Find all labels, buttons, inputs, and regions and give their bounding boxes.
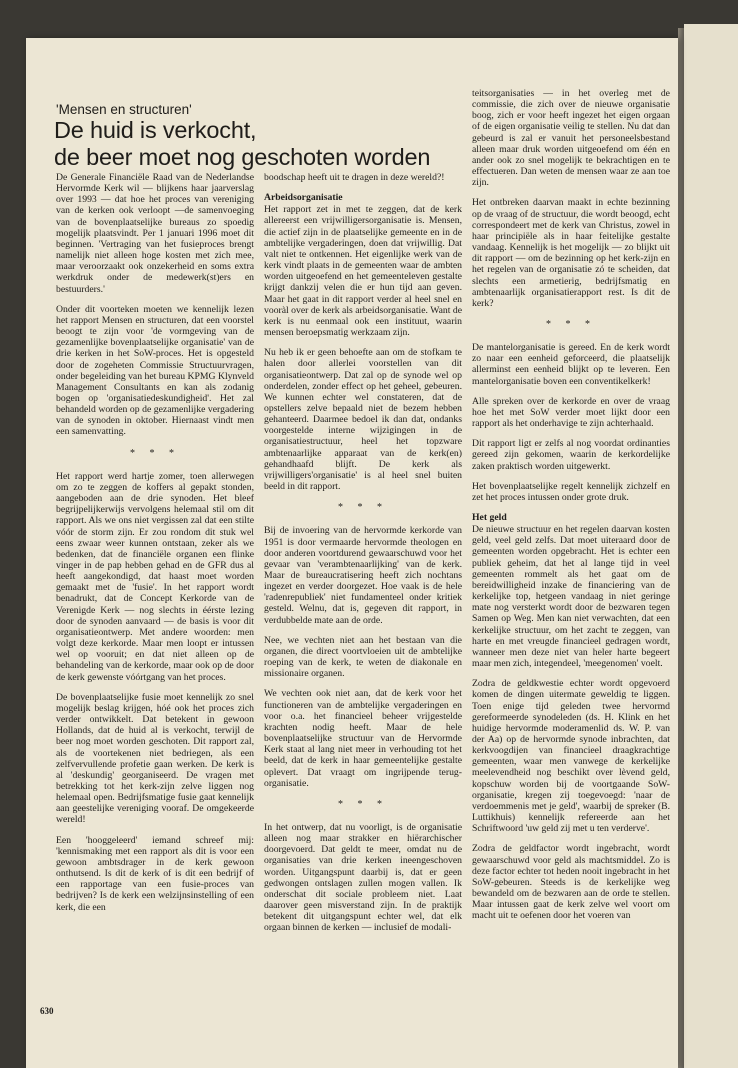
paragraph: De Generale Financiële Raad van de Nederlandse Hervormde Kerk wil — blijkens haar jaarverslag over 1993 — dat hoe het proces van vereniging van de kerken ook verloopt —de samenvoeging van de bovenplaatselijke bureaus zo spoedig mogelijk plaatsvindt. Per 1 januari 1996 moet dit beginnen. 'Vertraging van het fusieproces brengt namelijk niet alleen hoge kosten met zich mee, maar veroorzaakt ook onzekerheid en soms extra werkdruk onder de medewerk(st)ers en bestuurders.' xyxy=(56,172,254,295)
paragraph: Zodra de geldfactor wordt ingebracht, wordt gewaarschuwd voor geld als machtsmiddel. Zo is deze factor echter tot heden nooit ingebracht in het SoW-gebeuren. Steeds is de kerkelijke weg bewandeld om de bezwaren aan de orde te stellen. Maar intussen gaat de kerk zelve wel voort om macht uit te oefenen door het voeren van xyxy=(472,843,670,922)
column-2 xyxy=(264,172,462,996)
paragraph: De nieuwe structuur en het regelen daarvan kosten geld, veel geld zelfs. Dat moet uiteraard door de gemeenten worden opgebracht. Het is echter een publiek geheim, dat het al lange tijd in veel gemeenten rommelt als het gaat om de bereidwilligheid inzake de financiering van de kerkelijke top, hetgeen vandaag in niet geringe mate nog versterkt wordt door de bezwaren tegen Samen op Weg. Men kan niet verwachten, dat een kerkelijke structuur, om het zacht te zeggen, van harte en met vreugde financieel gedragen wordt, wanneer men deze niet van heler harte begeert maar men zich, integendeel, 'meegenomen' voelt. xyxy=(472,524,670,670)
paragraph: Onder dit voorteken moeten we kennelijk lezen het rapport Mensen en structuren, dat een voorstel beoogt te zijn voor 'de vormgeving van de gezamenlijke bovenplaatselijke organisatie' van de drie kerken in het SoW-proces. Het is opgesteld door de zogeheten Commissie Structuurvragen, onder begeleiding van het bureau KPMG Klynveld Management Consultants en kan als zodanig bogen op 'organisatiedeskundigheid'. Het zal behandeld worden op de gezamenlijke vergadering van de synoden in oktober. Hiernaast vindt men een samenvatting. xyxy=(56,303,254,438)
paragraph: teitsorganisaties — in het overleg met de commissie, die zich over de nieuwe organisatie boog, zich er voor heeft ingezet het eigen orgaan of de eigen organisatie veilig te stellen. Nu dat dan gebeurd is zal er vanuit het personeelsbestand alleen maar druk worden uitgeoefend om één en ander ook zo snel mogelijk te bekrachtigen en te effectueren. Dan weten de mensen waar ze aan toe zijn. xyxy=(472,88,670,189)
column-3 xyxy=(472,88,670,996)
section-separator: * * * xyxy=(130,447,180,459)
paragraph: Het rapport zet in met te zeggen, dat de kerk allereerst een vrijwilligersorganisatie is. Mensen, die actief zijn in de plaatselijke gemeente en in de ambtelijke vergaderingen, doen dat vrijwillig. Dat valt niet te ontkennen. Het eigenlijke werk van de kerk vindt plaats in de gemeenten waar de ambten worden uitgeoefend en het gemeenteleven gestalte krijgt dankzij velen die er hun tijd aan geven. Maar het gaat in dit rapport verder al heel snel en vooràl over de kerk als arbeidsorganisatie. Want de kerk is nu eenmaal ook een instituut, waarin mensen beroepsmatig werkzaam zijn. xyxy=(264,204,462,339)
paragraph: Het bovenplaatselijke regelt kennelijk zichzelf en zet het proces intussen onder grote druk. xyxy=(472,480,670,503)
article-headline xyxy=(54,117,474,171)
section-separator: * * * xyxy=(338,798,388,810)
paragraph: Bij de invoering van de hervormde kerkorde van 1951 is door vermaarde hervormde theologen en door anderen voortdurend gewaarschuwd voor het gevaar van 'verambtenaarlijking' van de kerk. Maar de bureaucratisering heeft zich nochtans ingezet en verder doorgezet. Hoe vaak is de hele 'radenrepubliek' niet fundamenteel onder kritiek gesteld. Welnu, dat is, gegeven dit rapport, in verdubbelde mate aan de orde. xyxy=(264,525,462,626)
section-separator: * * * xyxy=(338,502,388,514)
paragraph: De bovenplaatselijke fusie moet kennelijk zo snel mogelijk beslag krijgen, hóé ook het proces zich verder ontwikkelt. Dat betekent in gewoon Hollands, dat de huid al is verkocht, terwijl de beer nog moet worden geschoten. Dit rapport zal, als de voortekenen niet bedriegen, als een zelfvervullende profetie gaan werken. De kerk is al 'deskundig' georganiseerd. De vragen met betrekking tot het kerk-zijn zelve liggen nog helemaal open. Bedrijfsmatige fusie gaat kennelijk aan geestelijke vereniging vooraf. De omgekeerde wereld! xyxy=(56,691,254,826)
paragraph: Dit rapport ligt er zelfs al nog voordat ordinanties gereed zijn gekomen, waarin de kerkordelijke zaken praktisch worden uitgewerkt. xyxy=(472,438,670,472)
headline-line-1: De huid is verkocht, xyxy=(54,117,257,143)
page-number: 630 xyxy=(40,1006,54,1016)
paragraph: boodschap heeft uit te dragen in deze wereld?! xyxy=(264,172,445,183)
paragraph: We vechten ook niet aan, dat de kerk voor het functioneren van de ambtelijke vergaderingen en voor o.a. het financieel beheer vrijgestelde krachten nodig heeft. Maar de hele bovenplaatselijke structuur van de Hervormde Kerk staat al lang niet meer in verhouding tot het beeld, dat de kerk in haar gemeentelijke gestalte oplevert. Dat vraagt om ingrijpende terug-organisatie. xyxy=(264,688,462,789)
paragraph: In het ontwerp, dat nu voorligt, is de organisatie alleen nog maar strakker en hiërarchischer doorgevoerd. Dat geldt te meer, omdat nu de organisaties van drie kerken ineengeschoven worden. Uitgangspunt daarbij is, dat er geen gedwongen ontslagen zullen mogen vallen. Ik onderschat dit sociale probleem niet. Laat daarover geen misverstand zijn. In de praktijk betekent dit uitgangspunt echter wel, dat elk orgaan binnen de kerken — inclusief de modali- xyxy=(264,821,462,934)
section-separator: * * * xyxy=(546,318,596,330)
paragraph: Nu heb ik er geen behoefte aan om de stofkam te halen door allerlei voorstellen van dit organisatieontwerp. Dat zal op de synode wel op onderdelen, zonder effect op het geheel, gebeuren. We kunnen echter wel constateren, dat de opstellers zelve bepaald niet de bezem hebben gehanteerd. Daarmee bedoel ik dan dat, ondanks voorgestelde interne wijzigingen in de organisatiestructuur, heel het topzware ambtenaarlijke apparaat van de kerk(en) gehandhaafd blijft. De kerk als vrijwilligers'organisatie' is al heel snel buiten beeld in dit rapport. xyxy=(264,347,462,493)
adjacent-page xyxy=(684,24,738,1068)
column-1 xyxy=(56,172,254,996)
paragraph: Zodra de geldkwestie echter wordt opgevoerd komen de dingen uitermate geweldig te liggen. Toen enige tijd geleden twee hervormd gereformeerde synodeleden (ds. H. Klink en het huidige hervormde moderamenlid ds. W. P. van der Aa) op de hervormde synode inbrachten, dat kerkvoogdijen van financieel draagkrachtige gemeenten, waar men vanwege de kerkelijke meelevendheid nog beschikt over lèvend geld, kopschuw worden bij de voortgaande SoW-organisatie, kregen zij toegevoegd: 'naar de verdoemmenis met je geld', waarbij de spreker (B. Luttikhuis) kennelijk refereerde aan het Schriftwoord 'uw geld zij met u ten verderve'. xyxy=(472,678,670,835)
paragraph: De mantelorganisatie is gereed. En de kerk wordt zo naar een eenheid geforceerd, die plaatselijk allerminst een eenheid blijkt op te leveren. Een mantelorganisatie boven een conventikelkerk! xyxy=(472,342,670,387)
subheading-arbeidsorganisatie: Arbeidsorganisatie xyxy=(264,192,343,204)
paragraph: Alle spreken over de kerkorde en over de vraag hoe het met SoW verder moet lijkt door een rapport als het onderhavige te zijn achterhaald. xyxy=(472,395,670,430)
paragraph: Nee, we vechten niet aan het bestaan van die organen, die direct voortvloeien uit de ambtelijke roeping van de kerk, te weten de diakonale en missionaire organen. xyxy=(264,634,462,680)
paragraph: Een 'hooggeleerd' iemand schreef mij: 'kennismaking met een rapport als dit is voor een gewoon ambtsdrager in de kerk gewoon onthutsend. Is dit de kerk of is dit een bedrijf of een rapportage van een fusie-proces van bedrijven? Is de kerk een welzijnsinstelling of een kerk, die een xyxy=(56,834,254,913)
paragraph: Het ontbreken daarvan maakt in echte bezinning op de vraag of de structuur, die wordt beoogd, echt correspondeert met de kerk van Christus, zowel in haar principiële als in haar feitelijke gestalte vandaag. Kennelijk is het mogelijk — zo blijkt uit dit rapport — om de bezinning op het kerk-zijn en het regelen van de organisatie zó te scheiden, dat slechts een armetierig, bedrijfsmatig en ambtenaarlijk organisatierapport rest. Is dit de kerk? xyxy=(472,197,670,309)
headline-line-2: de beer moet nog geschoten worden xyxy=(54,144,431,170)
subheading-het-geld: Het geld xyxy=(472,512,507,523)
article-kicker: 'Mensen en structuren' xyxy=(56,102,192,117)
paragraph: Het rapport werd hartje zomer, toen allerwegen om zo te zeggen de koffers al gepakt stonden, aangeboden aan de drie synoden. Het bleef begrijpelijkerwijs vervolgens helemaal stil om dit rapport. Als we ons niet vergissen zal dat een stilte vóór de storm zijn. Er zou rondom dit stuk wel eens zwaar weer kunnen ontstaan, zeker als we bedenken, dat de financiële organen een flinke vinger in de pap hebben gehad en de GFR dus al heeft aangekondigd, dat haast moet worden gemaakt met de 'fusie'. In het rapport wordt benadrukt, dat de Concept Kerkorde van de Verenigde Kerk — nog slechts in éérste lezing door de synoden aanvaard — de basis is voor dit organisatieontwerp. Met andere woorden: men volgt deze kerkorde. Maar men loopt er intussen wel op vooruit; en dat niet alleen op de behandeling van de kerkorde, maar ook op de door de kerk gewenste vóórtgang van het proces. xyxy=(56,470,254,683)
